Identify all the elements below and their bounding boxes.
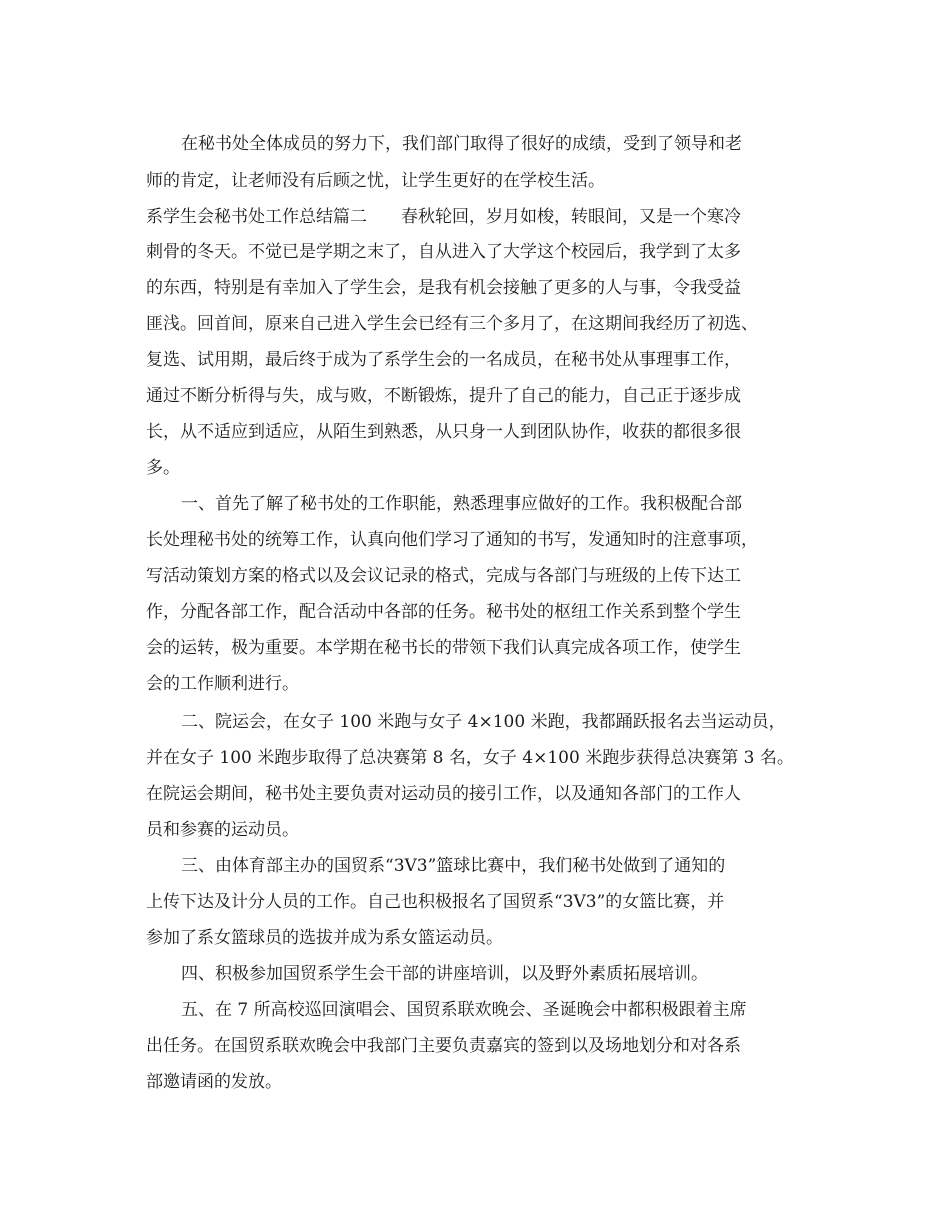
paragraph-line: 出任务。在国贸系联欢晚会中我部门主要负责嘉宾的签到以及场地划分和对各系 (146, 1036, 741, 1056)
paragraph-line: 四、积极参加国贸系学生会干部的讲座培训，以及野外素质拓展培训。 (181, 964, 708, 984)
paragraph-line: 二、院运会，在女子 100 米跑与女子 4×100 米跑，我都踊跃报名去当运动员， (181, 712, 786, 732)
paragraph-line: 一、首先了解了秘书处的工作职能，熟悉理事应做好的工作。我积极配合部 (181, 494, 742, 514)
paragraph-line: 部邀请函的发放。 (146, 1072, 282, 1092)
paragraph-line: 通过不断分析得与失，成与败，不断锻炼，提升了自己的能力，自己正于逐步成 (146, 386, 741, 406)
paragraph-line: 长处理秘书处的统筹工作，认真向他们学习了通知的书写，发通知时的注意事项， (146, 530, 758, 550)
paragraph-line: 师的肯定，让老师没有后顾之忧，让学生更好的在学校生活。 (146, 171, 605, 191)
paragraph-line: 多。 (146, 458, 180, 478)
paragraph-line: 作，分配各部工作，配合活动中各部的任务。秘书处的枢纽工作关系到整个学生 (146, 602, 741, 622)
paragraph-line: 复选、试用期，最后终于成为了系学生会的一名成员，在秘书处从事理事工作， (146, 350, 741, 370)
paragraph-line: 写活动策划方案的格式以及会议记录的格式，完成与各部门与班级的上传下达工 (146, 566, 741, 586)
paragraph-line: 在院运会期间，秘书处主要负责对运动员的接引工作，以及通知各部门的工作人 (146, 784, 741, 804)
paragraph-line: 匪浅。回首间，原来自己进入学生会已经有三个多月了，在这期间我经历了初选、 (146, 314, 758, 334)
paragraph-line: 系学生会秘书处工作总结篇二 春秋轮回，岁月如梭，转眼间，又是一个寒冷 (146, 207, 741, 227)
paragraph-line: 的东西，特别是有幸加入了学生会，是我有机会接触了更多的人与事，令我受益 (146, 278, 741, 298)
paragraph-line: 参加了系女篮球员的选拔并成为系女篮运动员。 (146, 928, 503, 948)
paragraph-line: 长，从不适应到适应，从陌生到熟悉，从只身一人到团队协作，收获的都很多很 (146, 422, 741, 442)
paragraph-line: 刺骨的冬天。不觉已是学期之末了，自从进入了大学这个校园后，我学到了太多 (146, 242, 741, 262)
paragraph-line: 会的工作顺利进行。 (146, 674, 299, 694)
paragraph-line: 员和参赛的运动员。 (146, 820, 299, 840)
paragraph-line: 并在女子 100 米跑步取得了总决赛第 8 名，女子 4×100 米跑步获得总决赛第 3 名。 (146, 748, 794, 768)
paragraph-line: 五、在 7 所高校巡回演唱会、国贸系联欢晚会、圣诞晚会中都积极跟着主席 (181, 1000, 747, 1020)
paragraph-line: 会的运转，极为重要。本学期在秘书长的带领下我们认真完成各项工作，使学生 (146, 638, 741, 658)
paragraph-line: 三、由体育部主办的国贸系“3V3”篮球比赛中，我们秘书处做到了通知的 (181, 856, 726, 876)
paragraph-line: 上传下达及计分人员的工作。自己也积极报名了国贸系“3V3”的女篮比赛，并 (146, 892, 725, 912)
paragraph-line: 在秘书处全体成员的努力下，我们部门取得了很好的成绩，受到了领导和老 (181, 134, 742, 154)
